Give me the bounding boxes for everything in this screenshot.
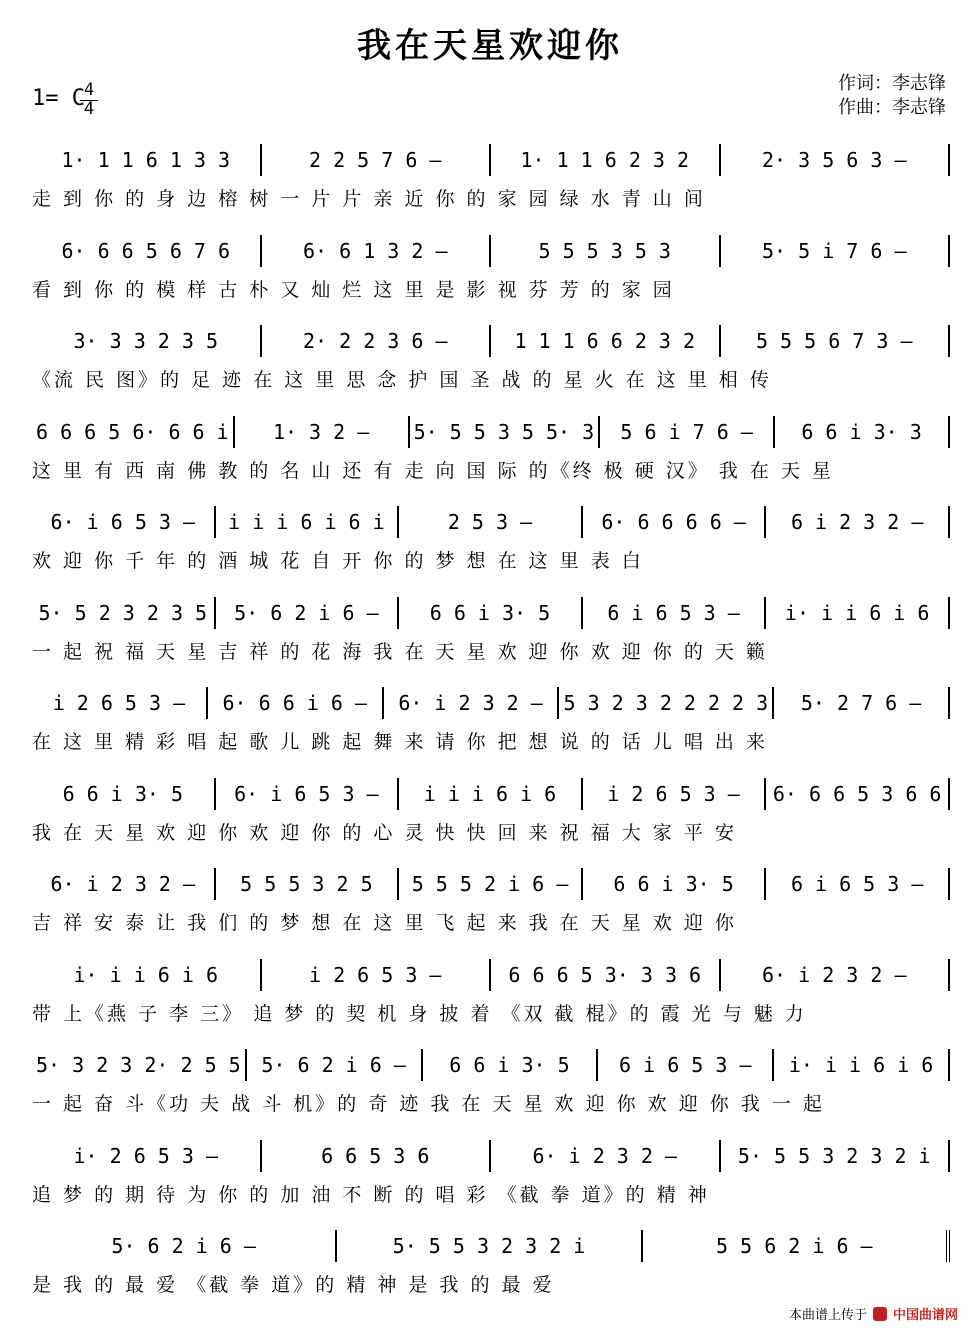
- measure: 6· i 2 3 2 —: [721, 959, 951, 991]
- measure: 6· 6 6 6 6 —: [583, 506, 767, 538]
- notation-line: [32, 683, 950, 723]
- measure: 6 6 6 5 6· 6 6 i: [32, 416, 235, 448]
- measure: 6 i 6 5 3 —: [583, 597, 767, 629]
- measure: 6· 6 6 5 6 7 6: [32, 235, 262, 267]
- measure: 6 6 i 3· 5: [423, 1049, 599, 1081]
- measure: 5· 6 2 i 6 —: [32, 1230, 337, 1262]
- measure: 5· 5 5 3 5 5· 3: [410, 416, 601, 448]
- footer: [789, 1304, 958, 1323]
- measure: 5 3 2 3 2 2 2 2 3: [559, 687, 774, 719]
- score-row: [32, 321, 950, 401]
- measure: 2· 3 5 6 3 —: [721, 144, 951, 176]
- measure: 5· 2 7 6 —: [774, 687, 950, 719]
- notation-line: [32, 140, 950, 180]
- measure: 3· 3 3 2 3 5: [32, 325, 262, 357]
- score-row: [32, 502, 950, 582]
- score-row: [32, 1136, 950, 1216]
- measure: i· i i 6 i 6: [766, 597, 950, 629]
- measure: i 2 6 5 3 —: [583, 778, 767, 810]
- measure: i 2 6 5 3 —: [262, 959, 492, 991]
- measure: i· 2 6 5 3 —: [32, 1140, 262, 1172]
- measure: i 2 6 5 3 —: [32, 687, 208, 719]
- measure: 5 5 5 6 7 3 —: [721, 325, 951, 357]
- lyric-line: 带 上《燕 子 李 三》 追 梦 的 契 机 身 披 着 《双 截 棍》的 霞 光 与 魅 力: [32, 1002, 807, 1025]
- notation-line: [32, 593, 950, 633]
- score-row: [32, 955, 950, 1035]
- lyric-line: 欢 迎 你 千 年 的 酒 城 花 自 开 你 的 梦 想 在 这 里 表 白: [32, 550, 644, 572]
- notation-line: [32, 1136, 950, 1176]
- measure: 5 5 5 3 2 5: [216, 868, 400, 900]
- notation-line: [32, 231, 950, 271]
- lyric-line: 是 我 的 最 爱 《截 拳 道》的 精 神 是 我 的 最 爱: [32, 1274, 555, 1296]
- notation-line: [32, 502, 950, 542]
- measure: 6· 6 6 i 6 —: [208, 687, 384, 719]
- measure: 6 6 i 3· 3: [775, 416, 950, 448]
- measure: 6 6 6 5 3· 3 3 6: [491, 959, 721, 991]
- measure: i i i 6 i 6 i: [216, 506, 400, 538]
- lyric-line: 一 起 奋 斗《功 夫 战 斗 机》的 奇 迹 我 在 天 星 欢 迎 你 欢 迎 你 我 一 起: [32, 1093, 825, 1115]
- notation-line: [32, 412, 950, 452]
- measure: 2 5 3 —: [399, 506, 583, 538]
- site-logo-icon: [873, 1307, 887, 1321]
- measure: 5 6 i 7 6 —: [600, 416, 775, 448]
- measure: 6· 6 6 5 3 6 6: [766, 778, 950, 810]
- notation-line: [32, 864, 950, 904]
- score-row: [32, 412, 950, 492]
- lyric-line: 走 到 你 的 身 边 榕 树 一 片 片 亲 近 你 的 家 园 绿 水 青 山 间: [32, 188, 706, 210]
- measure: 6· i 6 5 3 —: [216, 778, 400, 810]
- score-row: [32, 1045, 950, 1125]
- measure: 1 1 1 6 6 2 3 2: [491, 325, 721, 357]
- measure: 6· i 6 5 3 —: [32, 506, 216, 538]
- measure: 6 i 6 5 3 —: [598, 1049, 774, 1081]
- measure: 1· 3 2 —: [235, 416, 410, 448]
- measure: 5· 5 5 3 2 3 2 i: [721, 1140, 951, 1172]
- lyricist: 作词：李志锋: [838, 73, 946, 94]
- score-row: [32, 774, 950, 854]
- lyric-line: 看 到 你 的 模 样 古 朴 又 灿 烂 这 里 是 影 视 芬 芳 的 家 园: [32, 278, 675, 301]
- measure: 5· 6 2 i 6 —: [216, 597, 400, 629]
- measure: 5· 3 2 3 2· 2 5 5: [32, 1049, 247, 1081]
- measure: 6· 6 1 3 2 —: [262, 235, 492, 267]
- footer-site: 中国曲谱网: [892, 1308, 958, 1323]
- measure: 6 6 5 3 6: [262, 1140, 492, 1172]
- measure: 5 5 5 3 5 3: [491, 235, 721, 267]
- lyric-line: 在 这 里 精 彩 唱 起 歌 儿 跳 起 舞 来 请 你 把 想 说 的 话 儿 唱 出 来: [32, 731, 768, 753]
- measure: 5· 5 5 3 2 3 2 i: [337, 1230, 642, 1262]
- measure: i i i 6 i 6: [399, 778, 583, 810]
- lyric-line: 《流 民 图》的 足 迹 在 这 里 思 念 护 国 圣 战 的 星 火 在 这 里 相 传: [32, 369, 772, 391]
- notation-line: [32, 321, 950, 361]
- key-signature: 1= C: [32, 86, 85, 111]
- measure: 5· 6 2 i 6 —: [247, 1049, 423, 1081]
- score-row: [32, 1226, 950, 1306]
- measure: 1· 1 1 6 1 3 3: [32, 144, 262, 176]
- measure: 6 i 6 5 3 —: [766, 868, 950, 900]
- notation-line: [32, 774, 950, 814]
- measure: 5· 5 2 3 2 3 5: [32, 597, 216, 629]
- time-signature-top: 4: [80, 82, 98, 101]
- song-title: 我在天星欢迎你: [357, 26, 623, 66]
- time-signature-bottom: 4: [83, 99, 95, 119]
- measure: 6 6 i 3· 5: [32, 778, 216, 810]
- notation-line: [32, 1226, 950, 1266]
- measure: 5 5 5 2 i 6 —: [399, 868, 583, 900]
- score-row: [32, 683, 950, 763]
- lyric-line: 这 里 有 西 南 佛 教 的 名 山 还 有 走 向 国 际 的《终 极 硬 汉》 我 在 天 星: [32, 459, 834, 482]
- score-row: [32, 593, 950, 673]
- footer-text: 本曲谱上传于: [788, 1308, 867, 1323]
- notation-line: [32, 955, 950, 995]
- measure: 5 5 6 2 i 6 —: [643, 1230, 950, 1262]
- measure: 6· i 2 3 2 —: [32, 868, 216, 900]
- measure: 2· 2 2 3 6 —: [262, 325, 492, 357]
- measure: 6 i 2 3 2 —: [766, 506, 950, 538]
- lyric-line: 追 梦 的 期 待 为 你 的 加 油 不 断 的 唱 彩 《截 拳 道》的 精 神: [32, 1183, 710, 1206]
- measure: 1· 1 1 6 2 3 2: [491, 144, 721, 176]
- credits: [838, 72, 946, 120]
- time-signature: [80, 82, 98, 118]
- lyric-line: 一 起 祝 福 天 星 吉 祥 的 花 海 我 在 天 星 欢 迎 你 欢 迎 你 的 天 籁: [32, 640, 768, 663]
- measure: 6 6 i 3· 5: [399, 597, 583, 629]
- lyric-line: 吉 祥 安 泰 让 我 们 的 梦 想 在 这 里 飞 起 来 我 在 天 星 欢 迎 你: [32, 912, 737, 934]
- measure: i· i i 6 i 6: [774, 1049, 950, 1081]
- measure: 2 2 5 7 6 —: [262, 144, 492, 176]
- measure: i· i i 6 i 6: [32, 959, 262, 991]
- score-row: [32, 864, 950, 944]
- score-row: [32, 231, 950, 311]
- measure: 6 6 i 3· 5: [583, 868, 767, 900]
- composer: 作曲：李志锋: [838, 97, 946, 118]
- notation-line: [32, 1045, 950, 1085]
- score-row: [32, 140, 950, 220]
- lyric-line: 我 在 天 星 欢 迎 你 欢 迎 你 的 心 灵 快 快 回 来 祝 福 大 家 平 安: [32, 821, 737, 844]
- measure: 6· i 2 3 2 —: [384, 687, 560, 719]
- measure: 6· i 2 3 2 —: [491, 1140, 721, 1172]
- measure: 5· 5 i 7 6 —: [721, 235, 951, 267]
